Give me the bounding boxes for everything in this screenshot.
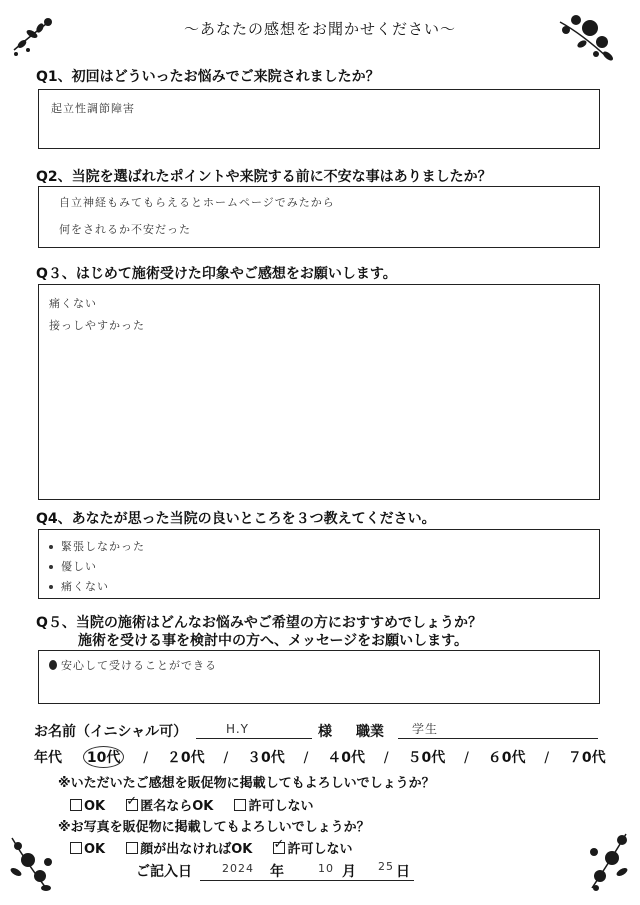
question-4: Q4、あなたが思った当院の良いところを３つ教えてください。	[36, 511, 436, 527]
name-underline	[196, 738, 312, 739]
date-label: ご記入日	[136, 864, 192, 880]
day-unit: 日	[396, 864, 410, 880]
flower-ornament-bottom-right-icon	[582, 828, 634, 894]
answer-4-item: 優しい	[49, 558, 97, 574]
flower-ornament-bottom-left-icon	[6, 832, 62, 894]
name-value[interactable]: H.Y	[226, 722, 249, 736]
age-option[interactable]: ２0代	[166, 750, 205, 766]
bullet-icon	[49, 585, 53, 589]
answer-3-line: 接っしやすかった	[49, 319, 145, 332]
answer-2-line: 自立神経もみてもらえるとホームページでみたから	[59, 196, 335, 209]
separator: /	[223, 750, 229, 766]
separator: /	[383, 750, 389, 766]
year-unit: 年	[270, 864, 284, 880]
honorific-label: 様	[318, 724, 332, 740]
checkbox-icon[interactable]	[70, 799, 82, 811]
separator: /	[464, 750, 469, 766]
answer-box-4[interactable]	[38, 529, 600, 599]
age-label: 年代	[34, 750, 62, 766]
question-1: Q1、初回はどういったお悩みでご来院されましたか？	[36, 69, 380, 85]
answer-box-3[interactable]	[38, 284, 600, 500]
date-day-value[interactable]: 25	[378, 860, 394, 873]
answer-4-item: 痛くない	[49, 578, 109, 594]
answer-5-text: 安心して受けることができる	[49, 657, 217, 673]
answer-1-text: 起立性調節障害	[51, 102, 135, 115]
date-year-value[interactable]: 2024	[222, 862, 254, 875]
consent-options-2	[70, 838, 368, 857]
consent2-ok-option[interactable]: OK	[70, 842, 105, 857]
bullet-icon	[49, 565, 53, 569]
answer-box-5[interactable]	[38, 650, 600, 704]
checkbox-icon[interactable]	[126, 842, 138, 854]
age-option[interactable]: ６0代	[487, 750, 526, 766]
answer-4-item: 緊張しなかった	[49, 538, 145, 554]
question-3: Q３、はじめて施術受けた印象やご感想をお願いします。	[36, 266, 397, 282]
answer-box-1[interactable]	[38, 89, 600, 149]
consent2-no-face-option[interactable]: 顔が出なければOK	[126, 842, 252, 857]
checkbox-icon[interactable]	[234, 799, 246, 811]
age-option[interactable]: ４0代	[327, 750, 366, 766]
age-option[interactable]: ５0代	[407, 750, 446, 766]
separator: /	[143, 750, 148, 766]
job-label: 職業	[356, 724, 384, 740]
bullet-icon	[49, 545, 53, 549]
age-selector	[34, 746, 606, 768]
date-underline	[200, 880, 414, 881]
checkbox-checked-icon[interactable]	[273, 842, 285, 854]
job-underline	[398, 738, 598, 739]
consent-question-2: ※お写真を販促物に掲載してもよろしいでしょうか？	[58, 820, 370, 835]
page-title: 〜あなたの感想をお聞かせください〜	[183, 20, 456, 38]
age-option-selected[interactable]: 10代	[83, 746, 124, 768]
age-option[interactable]: ７0代	[567, 750, 606, 766]
job-value[interactable]: 学生	[412, 722, 439, 736]
consent1-ok-option[interactable]: OK	[70, 799, 105, 814]
consent-options-1	[70, 795, 329, 814]
checkbox-icon[interactable]	[70, 842, 82, 854]
checkbox-checked-icon[interactable]	[126, 799, 138, 811]
separator: /	[303, 750, 309, 766]
consent1-deny-option[interactable]: 許可しない	[234, 799, 313, 814]
question-5: Q５、当院の施術はどんなお悩みやご希望の方におすすめでしょうか？	[36, 615, 483, 631]
age-option[interactable]: ３0代	[247, 750, 285, 766]
consent1-anonymous-option[interactable]: ✓ 匿名ならOK	[126, 799, 213, 814]
question-2: Q2、当院を選ばれたポイントや来院する前に不安な事はありましたか？	[36, 169, 492, 185]
answer-3-line: 痛くない	[49, 297, 97, 310]
ink-dot-icon	[49, 660, 57, 670]
answer-2-line: 何をされるか不安だった	[59, 223, 191, 236]
consent-question-1: ※いただいたご感想を販促物に掲載してもよろしいでしょうか？	[58, 776, 435, 791]
name-label: お名前（イニシャル可）	[34, 724, 188, 740]
month-unit: 月	[342, 864, 356, 880]
date-month-value[interactable]: 10	[318, 862, 334, 875]
question-5-sub: 施術を受ける事を検討中の方へ、メッセージをお願いします。	[78, 633, 469, 649]
separator: /	[544, 750, 550, 766]
consent2-deny-option[interactable]: ✓ 許可しない	[273, 842, 352, 857]
answer-box-2[interactable]	[38, 186, 600, 248]
